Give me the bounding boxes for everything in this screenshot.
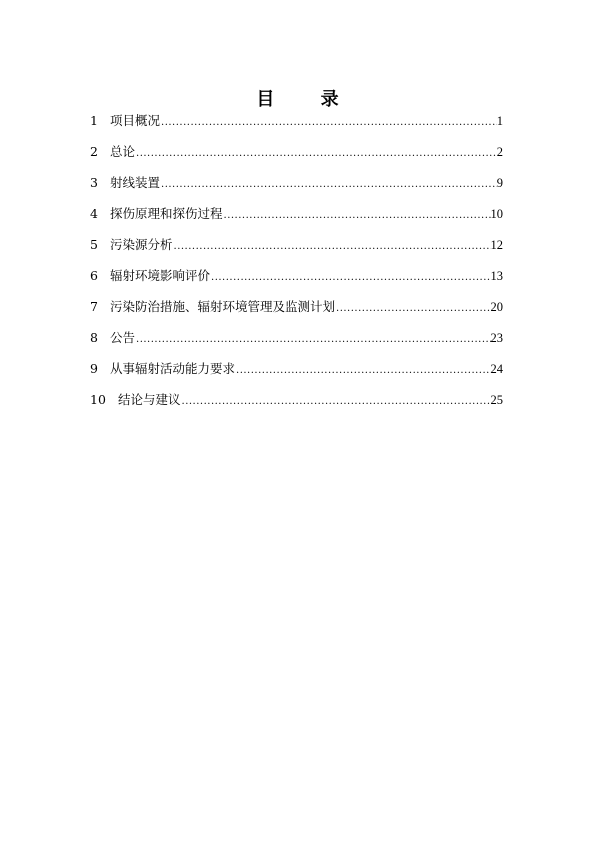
toc-entry-title: 公告 — [110, 330, 136, 345]
toc-entry-page: 23 — [490, 331, 503, 345]
toc-entry[interactable] — [90, 297, 503, 328]
toc-entry-page: 12 — [490, 238, 503, 252]
toc-entry-page: 10 — [490, 207, 503, 221]
toc-leader-dots — [210, 268, 490, 288]
toc-entry-number: 2 — [90, 144, 98, 159]
toc-leader-dots — [335, 299, 490, 319]
toc-entry-number: 9 — [90, 361, 98, 376]
toc-entry-page: 25 — [490, 393, 503, 407]
toc-leader-dots — [223, 206, 491, 226]
toc-entry-title: 污染源分析 — [110, 237, 173, 252]
toc-entry-title: 探伤原理和探伤过程 — [110, 206, 223, 221]
toc-entry-number: 10 — [90, 392, 106, 407]
toc-entry[interactable] — [90, 328, 503, 359]
toc-entry[interactable] — [90, 142, 503, 173]
toc-entry-number: 8 — [90, 330, 98, 345]
toc-entry-title: 辐射环境影响评价 — [110, 268, 211, 283]
toc-entry-page: 20 — [490, 300, 503, 314]
toc-entry-title: 污染防治措施、辐射环境管理及监测计划 — [110, 299, 336, 314]
toc-leader-dots — [160, 175, 497, 195]
toc-entry-title: 总论 — [110, 144, 136, 159]
toc-entry-page: 9 — [496, 176, 503, 190]
toc-title: 目 录 — [256, 89, 359, 111]
toc-list — [90, 111, 503, 421]
toc-leader-dots — [173, 237, 491, 257]
toc-leader-dots — [135, 330, 490, 350]
toc-entry[interactable] — [90, 390, 503, 421]
toc-entry-number: 7 — [90, 299, 98, 314]
toc-entry[interactable] — [90, 204, 503, 235]
toc-entry[interactable] — [90, 235, 503, 266]
toc-entry[interactable] — [90, 359, 503, 390]
toc-entry-number: 4 — [90, 206, 98, 221]
toc-entry-number: 3 — [90, 175, 98, 190]
toc-entry-page: 24 — [490, 362, 503, 376]
toc-entry-page: 2 — [496, 145, 503, 159]
toc-entry[interactable] — [90, 173, 503, 204]
toc-leader-dots — [235, 361, 490, 381]
toc-entry[interactable] — [90, 111, 503, 142]
toc-entry-page: 1 — [496, 114, 503, 128]
toc-leader-dots — [135, 144, 497, 164]
toc-entry-number: 5 — [90, 237, 98, 252]
toc-entry[interactable] — [90, 266, 503, 297]
toc-leader-dots — [181, 392, 491, 412]
toc-entry-number: 1 — [90, 113, 98, 128]
toc-entry-title: 项目概况 — [110, 113, 161, 128]
toc-entry-title: 射线装置 — [110, 175, 161, 190]
toc-leader-dots — [160, 113, 497, 133]
toc-entry-page: 13 — [490, 269, 503, 283]
toc-entry-title: 从事辐射活动能力要求 — [110, 361, 236, 376]
toc-entry-title: 结论与建议 — [118, 392, 181, 407]
toc-entry-number: 6 — [90, 268, 98, 283]
